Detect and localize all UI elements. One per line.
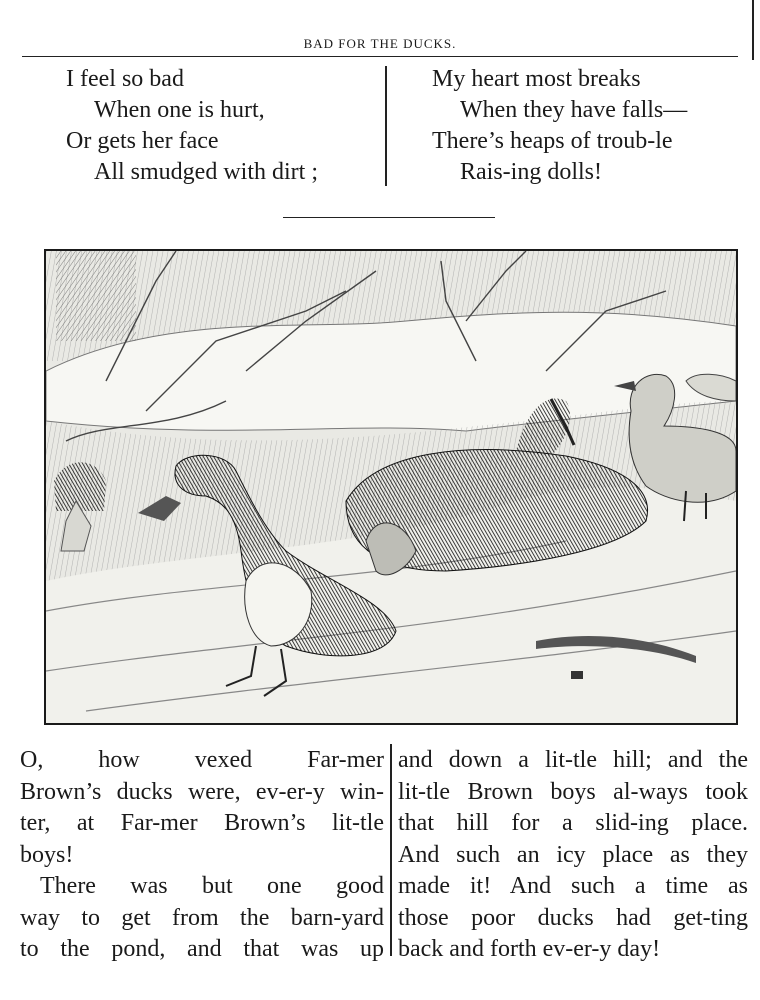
prose-right-column [398,745,748,966]
poem-right-stanza [432,64,687,188]
prose-column-divider [390,744,392,956]
prose-left-column [20,745,384,966]
poem-line: There’s heaps of troub-le [432,128,673,154]
running-head: BAD FOR THE DUCKS. [303,36,457,51]
poem-line: I feel so bad [66,66,184,92]
poem-line: My heart most breaks [432,66,641,92]
poem-line: Rais-ing dolls! [460,159,602,185]
prose-line: ter, at Far-mer Brown’s lit-tle [20,810,384,836]
prose-line: to the pond, and that was up [20,936,384,962]
header-rule [22,56,738,57]
prose-line: And such an icy place as they [398,841,748,868]
poem-column-divider [385,66,387,186]
prose-line: back and forth ev-er-y day! [398,936,661,962]
prose-line: O, how vexed Far-mer [20,747,384,773]
prose-line: boys! [20,841,74,868]
poem-line: When they have falls— [460,97,688,123]
section-rule [283,217,495,218]
prose-line: and down a lit-tle hill; and the [398,747,748,773]
poem-line: Or gets her face [66,128,219,154]
duck-illustration [44,249,738,725]
prose-line: lit-tle Brown boys al-ways took [398,778,748,805]
prose-line: way to get from the barn-yard [20,904,384,931]
prose-line: made it! And such a time as [398,873,748,899]
poem-line: All smudged with dirt ; [94,159,318,185]
prose-line: that hill for a slid-ing place. [398,810,748,836]
poem-left-stanza [66,64,318,188]
prose-line: Brown’s ducks were, ev-er-y win- [20,778,384,805]
prose-line: those poor ducks had get-ting [398,904,748,931]
poem-line: When one is hurt, [94,97,265,123]
prose-line: There was but one good [40,873,384,899]
